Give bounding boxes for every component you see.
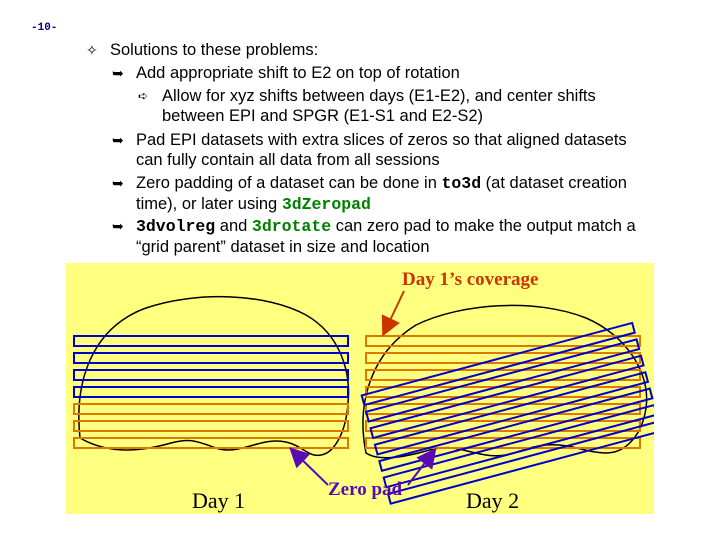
bullet-text: Solutions to these problems: [110, 41, 319, 59]
subbullet-xyz-shifts [138, 86, 596, 126]
code-3dzeropad: 3dZeropad [281, 195, 371, 214]
bullet-text [162, 86, 596, 126]
alignment-diagram [66, 263, 654, 514]
arrow-bullet-icon: ➥ [112, 65, 124, 81]
text-segment: can zero pad to make the output match a [331, 217, 636, 235]
bullet-pad-epi [112, 130, 627, 170]
day1-label: Day 1 [192, 488, 246, 513]
bullet-text [136, 130, 627, 170]
text-segment: (at dataset creation [481, 174, 627, 192]
page-number: -10- [31, 22, 58, 34]
bullet-add-shift [112, 63, 460, 84]
zero-pad-label: Zero pad [328, 479, 403, 500]
coverage-slice [366, 336, 640, 346]
bullet-text: Add appropriate shift to E2 on top of rotation [136, 64, 460, 82]
code-to3d: to3d [441, 174, 482, 193]
bullet-line-2: can fully contain all data from all sessions [136, 151, 440, 169]
day2-label: Day 2 [466, 488, 520, 513]
bullet-text [136, 173, 627, 215]
zeropad-arrow-right [408, 451, 434, 485]
day1-slice [74, 353, 348, 363]
text-segment: “grid parent” dataset in size and location [136, 238, 430, 256]
alignment-figure [66, 263, 654, 514]
day2-slice [379, 389, 652, 471]
text-segment: Zero padding of a dataset can be done in [136, 174, 442, 192]
arrow-bullet-icon: ➥ [112, 218, 124, 234]
bullet-solutions [86, 40, 318, 61]
bullet-text [136, 216, 636, 257]
day1-slice [74, 336, 348, 346]
day1-slice [74, 404, 348, 414]
text-segment: time), or later using [136, 195, 282, 213]
day1-slice [74, 421, 348, 431]
arrow-bullet-icon: ➥ [112, 132, 124, 148]
day1-slice [74, 370, 348, 380]
brain-outline-day2 [363, 305, 647, 457]
bullet-zero-padding [112, 173, 627, 215]
arrow-sub-bullet-icon: ➪ [138, 89, 149, 103]
coverage-arrow [384, 291, 404, 333]
day1-slice [74, 387, 348, 397]
code-3drotate: 3drotate [251, 217, 332, 236]
bullet-line-1: Pad EPI datasets with extra slices of zeros so that aligned datasets [136, 131, 627, 149]
diamond-bullet-icon: ✧ [86, 42, 98, 58]
bullet-line-2: between EPI and SPGR (E1-S1 and E2-S2) [162, 107, 484, 125]
bullet-line-1: Allow for xyz shifts between days (E1-E2), and center shifts [162, 87, 596, 105]
bullet-volreg [112, 216, 636, 257]
code-3dvolreg: 3dvolreg [136, 217, 216, 236]
arrow-bullet-icon: ➥ [112, 175, 124, 191]
day1-slices [74, 336, 348, 448]
text-segment: and [215, 217, 252, 235]
day1-coverage-label: Day 1’s coverage [402, 269, 539, 290]
